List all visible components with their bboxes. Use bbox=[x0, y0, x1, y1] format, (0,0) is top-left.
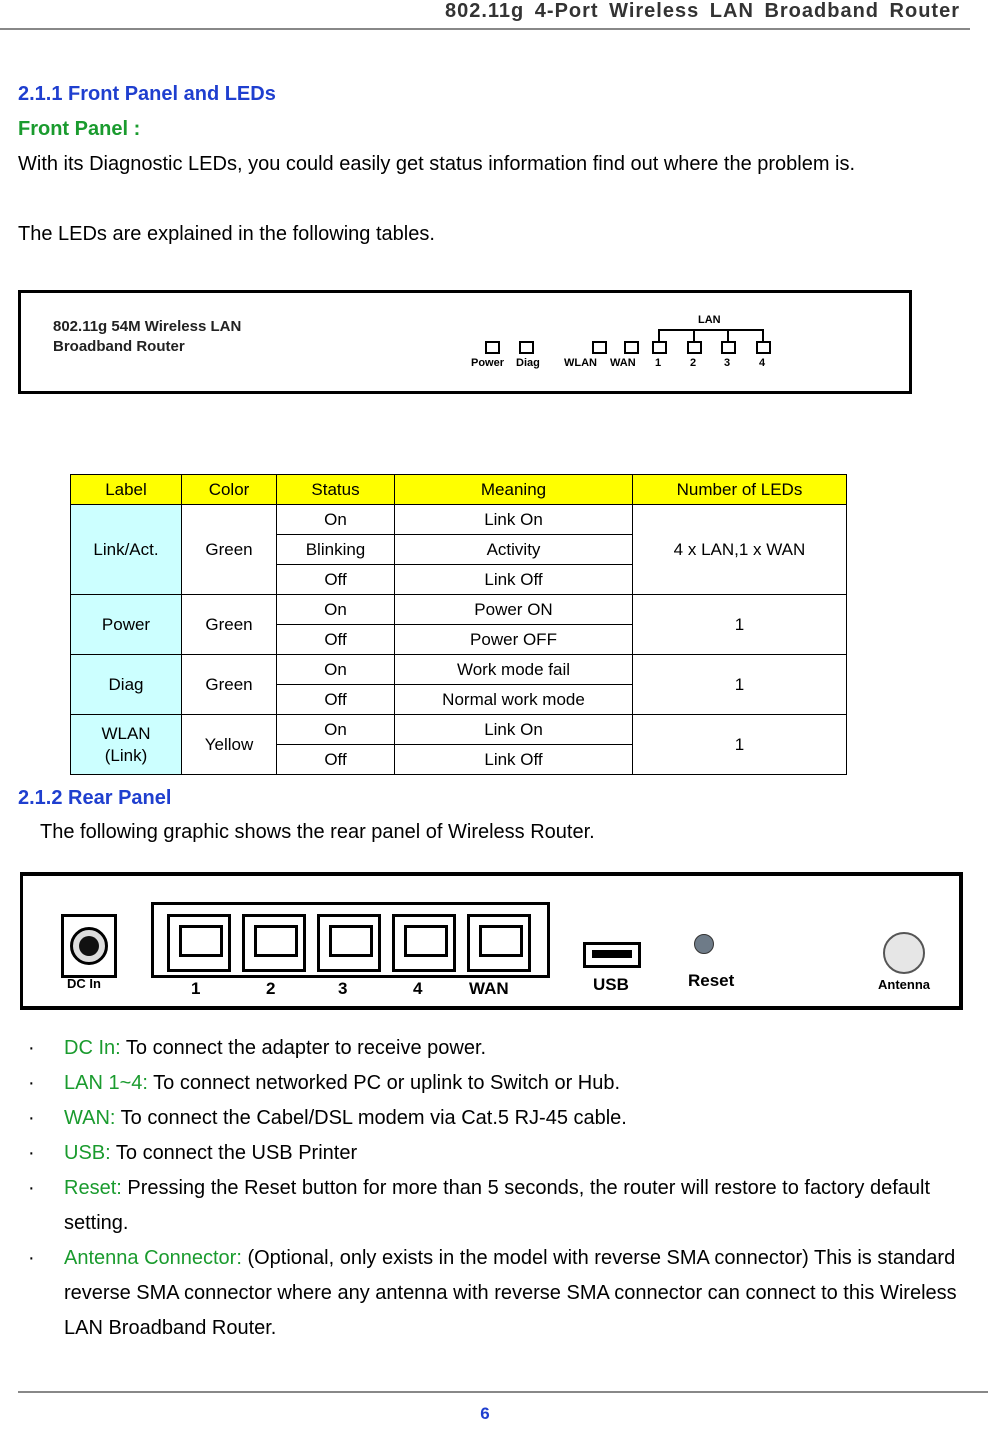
usb-label: USB bbox=[593, 975, 629, 994]
row-status: On bbox=[277, 715, 395, 745]
port-label-1: 1 bbox=[191, 979, 201, 998]
usb-port bbox=[583, 942, 641, 968]
bullet-key: WAN: bbox=[64, 1107, 116, 1129]
row-meaning: Work mode fail bbox=[395, 655, 633, 685]
col-header-count: Number of LEDs bbox=[633, 475, 847, 505]
row-color: Green bbox=[182, 655, 277, 715]
row-label-wlan: WLAN (Link) bbox=[71, 715, 182, 775]
bullet-marker: · bbox=[28, 1107, 35, 1129]
row-label-power: Power bbox=[71, 595, 182, 655]
col-header-status: Status bbox=[277, 475, 395, 505]
front-panel-brand bbox=[53, 317, 241, 357]
col-header-meaning: Meaning bbox=[395, 475, 633, 505]
port-label-wan: WAN bbox=[469, 979, 509, 998]
header-divider bbox=[0, 28, 970, 30]
bullet-usb bbox=[64, 1136, 964, 1171]
section-title-front-panel: 2.1.1 Front Panel and LEDs bbox=[18, 83, 276, 105]
port-socket bbox=[179, 925, 223, 957]
bullet-text: To connect the adapter to receive power. bbox=[120, 1037, 487, 1059]
lan2-port bbox=[242, 914, 306, 972]
row-meaning: Normal work mode bbox=[395, 685, 633, 715]
section-title-rear-panel: 2.1.2 Rear Panel bbox=[18, 787, 172, 809]
row-status: Off bbox=[277, 565, 395, 595]
front-panel-paragraph: With its Diagnostic LEDs, you could easily get status information find out where the problem is. bbox=[18, 153, 856, 175]
dc-jack-hole bbox=[79, 936, 99, 956]
port-label-4: 4 bbox=[413, 979, 423, 998]
led-label-lan4: 4 bbox=[759, 357, 766, 369]
bullet-key: USB: bbox=[64, 1142, 111, 1164]
wan-port bbox=[467, 914, 531, 972]
row-color: Yellow bbox=[182, 715, 277, 775]
led-table-header bbox=[71, 475, 847, 505]
lan2-led bbox=[687, 341, 702, 354]
lan1-led bbox=[652, 341, 667, 354]
bullet-dc-in bbox=[64, 1031, 964, 1066]
front-panel-illustration bbox=[18, 290, 912, 394]
page-header-title: 802.11g 4-Port Wireless LAN Broadband Router bbox=[444, 0, 960, 22]
bullet-text: To connect the Cabel/DSL modem via Cat.5 RJ-45 cable. bbox=[115, 1107, 627, 1129]
bullet-lan bbox=[64, 1066, 964, 1101]
rear-panel-intro: The following graphic shows the rear panel of Wireless Router. bbox=[40, 821, 595, 843]
table-row bbox=[71, 595, 847, 625]
lan3-port bbox=[317, 914, 381, 972]
bullet-reset bbox=[64, 1171, 964, 1241]
port-label-2: 2 bbox=[266, 979, 276, 998]
bullet-key: DC In: bbox=[64, 1037, 121, 1059]
row-meaning: Activity bbox=[395, 535, 633, 565]
row-meaning: Power OFF bbox=[395, 625, 633, 655]
bullet-text: (Optional, only exists in the model with reverse SMA connector) This is standard reverse SMA connector where any antenna with reverse SMA connector can connect to this Wireless LAN Broadband Router. bbox=[64, 1247, 957, 1339]
port-socket bbox=[254, 925, 298, 957]
dc-jack-ring bbox=[70, 927, 108, 965]
bullet-key: LAN 1~4: bbox=[64, 1072, 148, 1094]
row-meaning: Link Off bbox=[395, 745, 633, 775]
reset-button bbox=[694, 934, 714, 954]
row-meaning: Link On bbox=[395, 505, 633, 535]
row-label-diag: Diag bbox=[71, 655, 182, 715]
bullet-text: To connect networked PC or uplink to Switch or Hub. bbox=[147, 1072, 621, 1094]
bullet-wan bbox=[64, 1101, 964, 1136]
led-label-lan1: 1 bbox=[655, 357, 662, 369]
power-led bbox=[485, 341, 500, 354]
antenna-connector bbox=[883, 932, 925, 974]
row-count: 1 bbox=[633, 715, 847, 775]
footer-divider bbox=[18, 1391, 988, 1393]
bullet-key: Reset: bbox=[64, 1177, 122, 1199]
row-count: 1 bbox=[633, 595, 847, 655]
row-label-linkact: Link/Act. bbox=[71, 505, 182, 595]
row-status: Off bbox=[277, 625, 395, 655]
led-label-wan: WAN bbox=[610, 357, 636, 369]
row-count: 1 bbox=[633, 655, 847, 715]
table-row bbox=[71, 715, 847, 745]
led-label-diag: Diag bbox=[516, 357, 540, 369]
antenna-label: Antenna bbox=[878, 977, 930, 992]
bullet-key: Antenna Connector: bbox=[64, 1247, 242, 1269]
row-status: On bbox=[277, 655, 395, 685]
port-socket bbox=[404, 925, 448, 957]
row-meaning: Link On bbox=[395, 715, 633, 745]
row-color: Green bbox=[182, 595, 277, 655]
row-status: Blinking bbox=[277, 535, 395, 565]
col-header-color: Color bbox=[182, 475, 277, 505]
lan4-led bbox=[756, 341, 771, 354]
row-meaning: Power ON bbox=[395, 595, 633, 625]
bullet-antenna bbox=[64, 1241, 964, 1346]
reset-label: Reset bbox=[688, 971, 735, 990]
led-label-power: Power bbox=[471, 357, 505, 369]
bullet-marker: · bbox=[28, 1247, 35, 1269]
port-socket bbox=[479, 925, 523, 957]
subtitle-front-panel: Front Panel : bbox=[18, 118, 141, 140]
row-color: Green bbox=[182, 505, 277, 595]
led-label-wlan: WLAN bbox=[564, 357, 597, 369]
dc-in-label: DC In bbox=[67, 976, 101, 991]
row-status: Off bbox=[277, 685, 395, 715]
table-row bbox=[71, 505, 847, 535]
bullet-marker: · bbox=[28, 1177, 35, 1199]
port-socket bbox=[329, 925, 373, 957]
led-table bbox=[70, 474, 847, 775]
dc-jack-frame bbox=[61, 914, 117, 978]
bullet-text: Pressing the Reset button for more than 5 seconds, the router will restore to factory default setting. bbox=[64, 1177, 931, 1234]
bullet-marker: · bbox=[28, 1037, 35, 1059]
brand-line-2: Broadband Router bbox=[53, 338, 185, 355]
lan1-port bbox=[167, 914, 231, 972]
row-status: Off bbox=[277, 745, 395, 775]
table-row bbox=[71, 655, 847, 685]
row-count: 4 x LAN,1 x WAN bbox=[633, 505, 847, 595]
lan-group-label: LAN bbox=[698, 314, 721, 326]
rear-panel-illustration bbox=[20, 872, 963, 1010]
led-label-lan3: 3 bbox=[724, 357, 731, 369]
brand-line-1: 802.11g 54M Wireless LAN bbox=[53, 318, 242, 335]
lan3-led bbox=[721, 341, 736, 354]
row-meaning: Link Off bbox=[395, 565, 633, 595]
row-status: On bbox=[277, 595, 395, 625]
usb-port-slot bbox=[592, 950, 632, 958]
bullet-marker: · bbox=[28, 1142, 35, 1164]
page-number: 6 bbox=[480, 1404, 490, 1423]
wlan-led bbox=[592, 341, 607, 354]
col-header-label: Label bbox=[71, 475, 182, 505]
lan-bracket-top bbox=[658, 329, 764, 331]
row-status: On bbox=[277, 505, 395, 535]
front-panel-paragraph-2: The LEDs are explained in the following tables. bbox=[18, 223, 435, 245]
led-label-lan2: 2 bbox=[690, 357, 697, 369]
bullet-text: To connect the USB Printer bbox=[110, 1142, 358, 1164]
lan4-port bbox=[392, 914, 456, 972]
diag-led bbox=[519, 341, 534, 354]
bullet-marker: · bbox=[28, 1072, 35, 1094]
port-label-3: 3 bbox=[338, 979, 348, 998]
wan-led bbox=[624, 341, 639, 354]
